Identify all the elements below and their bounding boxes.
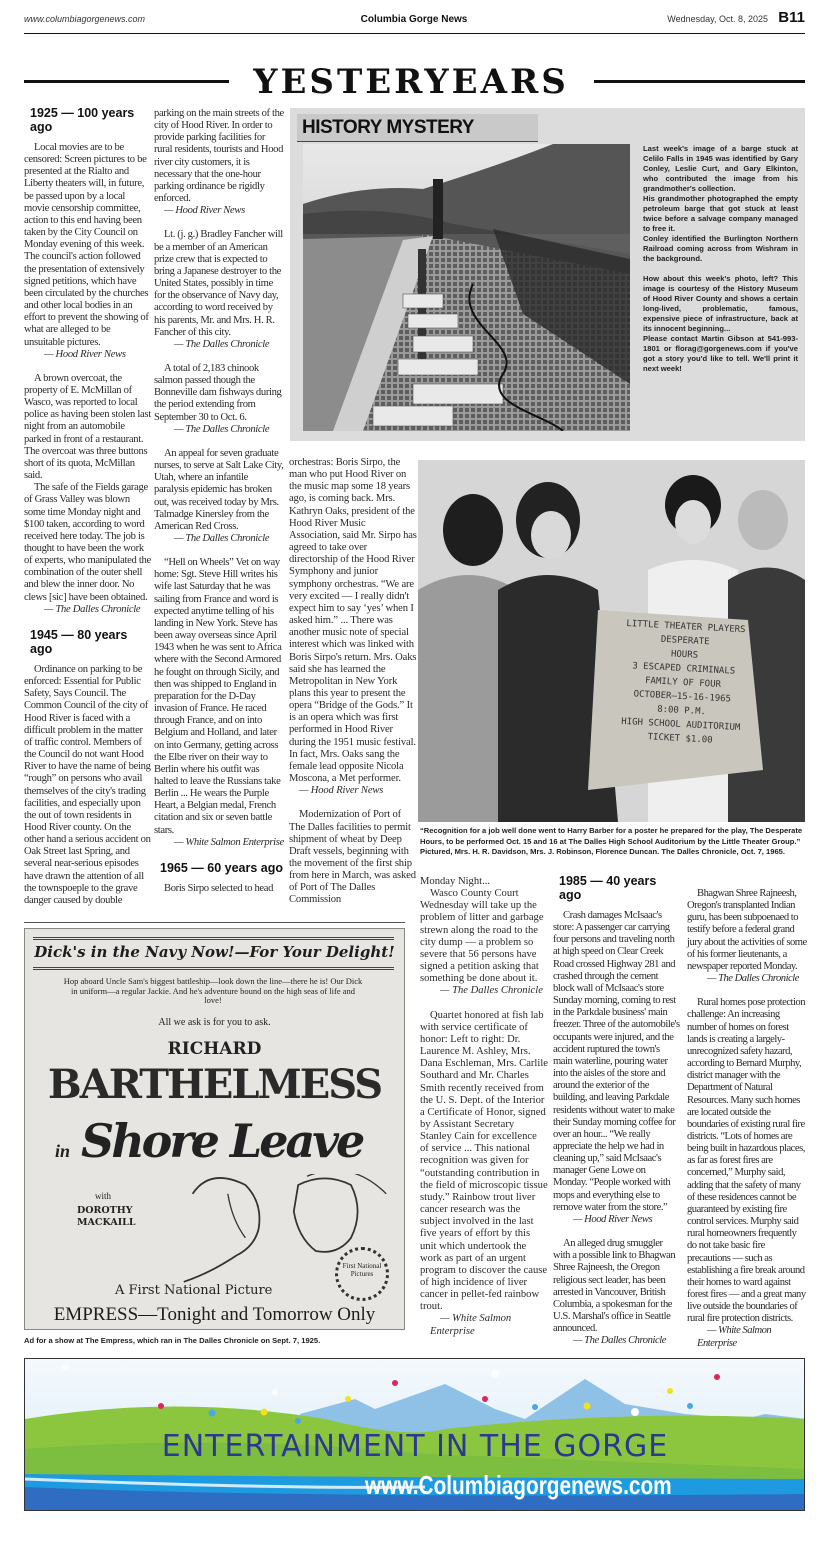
news-item-text: orchestras: Boris Sirpo, the man who put Hood River on the music map some 18 years ago, is coming back. Mrs. Kathryn Oaks, president of the Hood River Music Association, said Mr. Sirpo has agreed to take over directorship of the Hood River Symphony and junior symphony orchestras. “We are very excited — I really didn't expect him to say ‘yes’ when I asked him.” ... There was another music note of special interest which was linked with Boris Sirpo's return. Mrs. Oaks said she has learned the Metropolitan in New York plans this year to present the opera “Bridge of the Gods.” It is an opera which was first performed in Hood River during the 1951 music festival. In fact, Mrs. Oaks sang the female lead opposite Nicola Moscona, a Met performer. [289, 457, 417, 785]
history-mystery-paragraph: How about this week's photo, left? This image is courtesy of the History Museum of Hood River County and shows a certain long-lived, problematic, famous, expensive piece of infrastructure, back at its innocent beginning... [643, 274, 798, 333]
news-item-text: An alleged drug smuggler with a possible link to Bhagwan Shree Rajneesh, the Oregon religious sect leader, has been arrested in Vancouver, British Columbia, a spokesman for the U.S. Marshal's office in Seattle announced. [553, 1238, 676, 1335]
era-heading: 1945 — 80 years ago [30, 627, 128, 656]
ad-film-title: Shore Leave [81, 1114, 363, 1168]
news-item [24, 142, 152, 361]
ad-tagline: All we ask is for you to ask. [158, 1017, 271, 1028]
news-item-source: — White Salmon Enterprise [697, 1325, 772, 1349]
news-item [154, 363, 284, 436]
ad-seal: First National Pictures [335, 1247, 389, 1301]
news-item-source: — The Dalles Chronicle [44, 603, 141, 615]
title-rule-right [594, 80, 805, 83]
news-item-source: — Hood River News [44, 348, 126, 360]
photo-1965-caption: “Recognition for a job well done went to Harry Barber for a poster he prepared for the play, The Desperate Hours, to be performed Oct. 15 and 16 at The Dalles High School Auditorium by the Little Theater Group.” Pictured, Mrs. H. R. Davidson, Mrs. J. Robinson, Florence Duncan. The Dalles Chronicle, Oct. 7, 1965. [420, 826, 803, 856]
banner-title: ENTERTAINMENT IN THE GORGE [161, 1429, 669, 1464]
ad-star-first-name: RICHARD [167, 1039, 262, 1059]
poster-line: FAMILY OF FOUR [644, 676, 722, 690]
news-item-source: — The Dalles Chronicle [440, 985, 543, 997]
news-item [289, 457, 417, 797]
column-4 [420, 876, 548, 1338]
history-mystery-paragraph: His grandmother photographed the empty petroleum barge that got stuck at least twice before a salvage company managed to free it. [643, 194, 798, 233]
news-item [154, 108, 284, 217]
news-item-text: “Hell on Wheels” Vet on way home: Sgt. Steve Hill writes his wife last Saturday that he was sailing from France and word is expected anytime telling of his landing in New York. Steve has been away overseas since April 1943 when he was sent to Africa where with the Second Armored he fought on through Sicily, and then was shipped to England in preparation for the D-Day invasion of France. He raced through France, and on into Belgium and Holland, and later on into Germany, getting across the Elbe river on their way to Berlin where his outfit was halted to leave the Russians take Berlin ... He wears the Purple Heart, a Belgian medal, French citation and six or seven battle stars. [154, 557, 282, 836]
news-item-text: A brown overcoat, the property of E. McMillan of Wasco, was reported to local police as having been stolen last night from an automobile parked in front of a restaurant. The overcoat was three buttons short of its quota, McMillan said. [24, 372, 151, 482]
column-3 [289, 457, 417, 907]
poster-line: 8:00 P.M. [656, 704, 707, 718]
little-theater-photo [418, 460, 805, 822]
news-item [289, 809, 417, 906]
news-item [24, 373, 152, 482]
shore-leave-ad [24, 928, 405, 1330]
poster-line: DESPERATE [660, 634, 710, 648]
news-item-text: Bhagwan Shree Rajneesh, Oregon's transplanted Indian guru, has been subpoenaed to testify before a federal grand jury about the activities of some of his former lieutenants, a newspaper reported Monday. [687, 888, 807, 972]
history-mystery-box [290, 108, 805, 441]
website-link[interactable]: www.columbiagorgenews.com [24, 14, 146, 24]
news-item-source: — Hood River News [299, 785, 384, 797]
ad-with: with [95, 1191, 112, 1201]
news-item-text: Monday Night... [420, 876, 491, 887]
theater-poster [600, 616, 766, 750]
entertainment-banner[interactable] [24, 1358, 805, 1511]
ad-studio: A First National Picture [115, 1283, 273, 1298]
poster-line: 3 ESCAPED CRIMINALS [632, 661, 736, 677]
column-5 [553, 872, 681, 1347]
news-item-text: Rural homes pose protection challenge: An increasing number of homes on forest lands is creating a largely-unrecognized safety hazard, according to Bernard Murphy, district manager with the Department of Natural Resources. Many such homes are located outside the boundaries of existing rural fire districts. “Lots of homes are being built in hazardous places, as far as forest fires are concerned,” Murphy said, adding that the safety of many of these residences cannot be guaranteed by existing fire control services. Murphy said rural homeowners frequently do not take basic fire precautions — such as establishing a fire break around their homes to ward against forest fires — and a great many live outside the boundaries of rural fire protection districts. [687, 997, 806, 1325]
history-mystery-title: HISTORY MYSTERY [297, 114, 538, 142]
poster-line: HIGH SCHOOL AUDITORIUM [621, 716, 741, 734]
page-number: B11 [778, 9, 805, 26]
header-rule [24, 33, 805, 34]
news-item [154, 883, 284, 895]
history-mystery-paragraph: Conley identified the Burlington Northern Railroad coming across from Wishram in the background. [643, 234, 798, 263]
era-heading: 1965 — 60 years ago [160, 860, 283, 875]
news-item-source: — The Dalles Chronicle [174, 338, 270, 350]
news-item-text: Wasco County Court Wednesday will take up the problem of litter and garbage strewn along the road to the city dump — a problem so severe that 56 persons have signed a petition asking that something be done about it. [420, 888, 544, 985]
news-item-source: — Hood River News [164, 205, 245, 217]
news-item-text: Modernization of Port of The Dalles facilities to permit shipment of wheat by Deep Draft vessels, beginning with the movement of the first ship from here in March, was asked of Port of The Dalles Commission [289, 809, 416, 906]
history-mystery-photo [303, 144, 630, 431]
column-2 [154, 108, 284, 895]
news-item-text: Crash damages McIsaac's store: A passenger car carrying four persons and traveling north at high speed on Clear Creek Road crossed Highway 281 and crashed through the cement block wall of McIsaac's store Sunday morning, coming to rest in the Parkdale business' main freezer. Three of the automobile's occupants were injured, and the accident ruptured the town's main waterline, pouring water into the aisles of the store and around the exterior of the building, and leaving Parkdale residents without water to make their Sunday morning coffee for over an hour... “We really appreciate the help we had in cleaning up,” said McIsaac's manager Gene Lowe on Monday. “People worked with mops and everything else to remove water from the store.” [553, 910, 680, 1213]
poster-line: HOURS [670, 649, 699, 661]
section-divider [24, 922, 405, 923]
ad-star-last-name: BARTHELMESS [47, 1061, 382, 1108]
news-item-text: An appeal for seven graduate nurses, to serve at Salt Lake City, Utah, where an infantile paralysis epidemic has broken out, was received today by Mrs. Talmadge Kinersley from the American Red Cross. [154, 447, 284, 532]
column-6 [687, 888, 807, 1350]
ad-headline: Dick's in the Navy Now!—For Your Delight! [34, 943, 395, 961]
news-item [420, 876, 548, 888]
news-item [24, 482, 152, 616]
era-heading: 1985 — 40 years ago [559, 874, 657, 902]
news-item-text: Boris Sirpo selected to head [164, 882, 274, 894]
banner-url[interactable]: www.Columbiagorgenews.com [365, 1470, 672, 1500]
issue-date: Wednesday, Oct. 8, 2025 [667, 14, 768, 24]
news-item-text: Lt. (j. g.) Bradley Fancher will be a member of an American prize crew that is expected to bring a Japanese destroyer to the United States, possibly in time for the observance of Navy day, according to word received by his parents, Mr. and Mrs. H. R. Fancher of this city. [154, 229, 283, 338]
news-item-text: Ordinance on parking to be enforced: Essential for Public Safety, Says Council. The Common Council of the city of Hood River is faced with a difficult problem in the matter of traffic control. Members of the Council do not want Hood River to have the name of being “rough” on persons who avail themselves of the city's trading facilities, and especially upon the out of town residents in Hood River county. On the other hand a serious accident on Oak Street last Spring, and several near-serious episodes have drawn the attention of all the townspoeple to the grave danger caused by double [24, 663, 151, 906]
news-item [553, 910, 681, 1226]
news-item-text: parking on the main streets of the city of Hood River. In order to provide parking facilities for rural residents, tourists and Hood river city customers, it is necessary that the one-hour parking ordinance be rigidly enforced. [154, 108, 284, 205]
paper-name: Columbia Gorge News [360, 14, 468, 25]
news-item-source: — Hood River News [573, 1213, 653, 1225]
news-item-text: The safe of the Fields garage of Grass Valley was blown some time Monday night and $100 taken, according to word received here today. The job is thought to have been the work of experts, who manipulated the combination of the outer shell and blew the inner door. No clews [sic] have been obtained. [24, 482, 151, 603]
news-item-text: A total of 2,183 chinook salmon passed though the Bonneville dam fishways during the period extending from September 30 to Oct. 6. [154, 362, 282, 423]
ad-showtime: EMPRESS—Tonight and Tomorrow Only [53, 1304, 376, 1325]
news-item-source: — White Salmon Enterprise [174, 836, 284, 848]
poster-line: TICKET $1.00 [647, 732, 713, 746]
ad-in: in [55, 1141, 71, 1161]
column-1 [24, 104, 152, 907]
news-item [24, 664, 152, 907]
news-item-source: — The Dalles Chronicle [707, 973, 799, 985]
news-item [154, 557, 284, 849]
news-item-source: — The Dalles Chronicle [174, 533, 270, 544]
news-item-source: — The Dalles Chronicle [573, 1335, 666, 1347]
history-mystery-paragraph: Please contact Martin Gibson at 541-993-1801 or florag@gorgenews.com if you've got a story you'd like to tell. We'll print it next week! [643, 334, 798, 373]
news-item-text: Quartet honored at fish lab with service certificate of honor: Left to right: Dr. Laurence M. Ashley, Mrs. Dana Eschleman, Mrs. Carlile Southard and Mr. Charles Smith recently received from the U. S. Dept. of the Interior a Certificate of Honor, signed by Assistant Secretary Stanley Cain for excellence of service ... This national recognition was given for “outstanding contribution in the field of microscopic tissue study.” Rainbow trout liver cancer research was the subject involved in the last five years of effort by this unit which undertook the work as part of an urgent program to discover the cause of high incidence of liver cancer in pellet-fed rainbow trout. [420, 1009, 548, 1313]
news-item [687, 997, 807, 1350]
poster-line: OCTOBER—15-16-1965 [633, 689, 732, 705]
news-item-source: — The Dalles Chronicle [174, 423, 270, 435]
ad-caption: Ad for a show at The Empress, which ran in The Dalles Chronicle on Sept. 7, 1925. [24, 1336, 321, 1345]
news-item [687, 888, 807, 985]
title-rule-left [24, 80, 229, 83]
era-heading: 1925 — 100 years ago [30, 106, 135, 134]
news-item [420, 1010, 548, 1338]
news-item [154, 229, 284, 351]
ad-blurb: Hop aboard Uncle Sam's biggest battleship—look down the line—there he is! Our Dick in uniform—a regular Jackie. And he's adventure bound on the high seas of life and love! [63, 976, 363, 1005]
news-item-text: Local movies are to be censored: Screen pictures to be presented at the Rialto and Liberty theaters will, in future, be passed upon by a local movie censorship committee, action to this end having been taken by the City Council on Monday evening of this week. The council's action followed the presentation of extensively signed petitions, which have been circulated by the churches and other local bodies in an effort to prevent the showing of what are alleged to be unsuitable pictures. [24, 142, 149, 348]
history-mystery-paragraph: Last week's image of a barge stuck at Celilo Falls in 1945 was identified by Gary Conley, Leslie Curt, and Gary Elkinton, who contributed the image from his grandmother's collection. [643, 144, 798, 193]
news-item [420, 888, 548, 997]
news-item-source: — White Salmon Enterprise [430, 1313, 512, 1337]
history-mystery-text [643, 144, 798, 374]
poster-line: LITTLE THEATER PLAYERS [626, 618, 746, 636]
news-item [553, 1238, 681, 1347]
section-title: YESTERYEARS [253, 62, 569, 102]
ad-costar: DOROTHY MACKAILL [77, 1205, 136, 1228]
news-item [154, 448, 284, 545]
